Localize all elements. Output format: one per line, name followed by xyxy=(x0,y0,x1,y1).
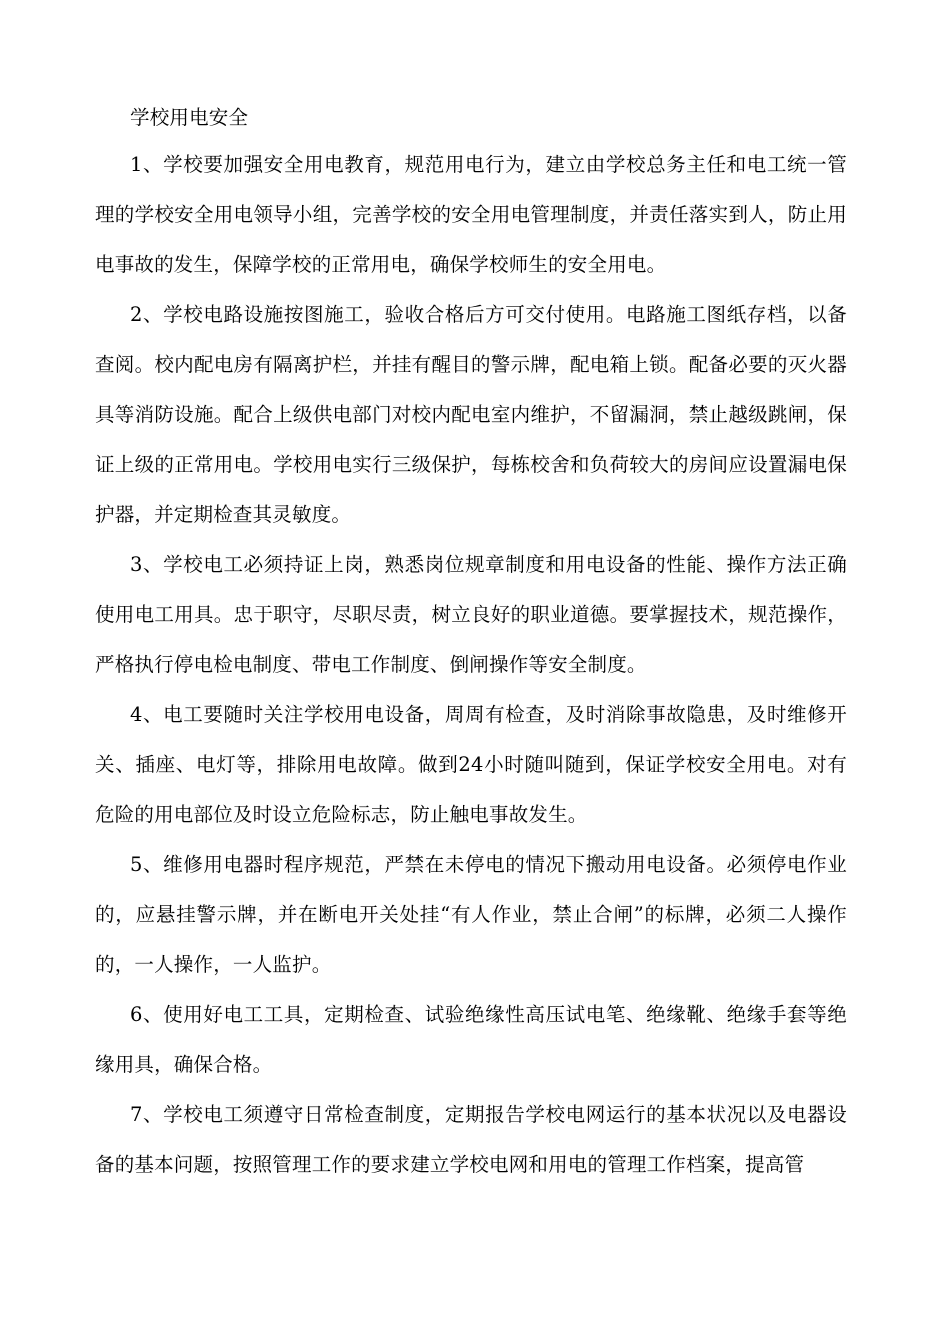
paragraph-7: 7、学校电工须遵守日常检查制度，定期报告学校电网运行的基本状况以及电器设备的基本问题，按照管理工作的要求建立学校电网和用电的管理工作档案，提高管 xyxy=(95,1103,847,1176)
paragraph-6: 6、使用好电工工具，定期检查、试验绝缘性高压试电笔、绝缘靴、绝缘手套等绝缘用具，确保合格。 xyxy=(95,1003,847,1076)
paragraph-5: 5、维修用电器时程序规范，严禁在未停电的情况下搬动用电设备。必须停电作业的，应悬挂警示牌，并在断电开关处挂“有人作业，禁止合闸”的标牌，必须二人操作的，一人操作，一人监护。 xyxy=(95,853,847,976)
document-title: 学校用电安全 xyxy=(130,106,249,129)
document-body xyxy=(95,96,847,1190)
paragraph-1: 1、学校要加强安全用电教育，规范用电行为，建立由学校总务主任和电工统一管理的学校安全用电领导小组，完善学校的安全用电管理制度，并责任落实到人，防止用电事故的发生，保障学校的正常用电，确保学校师生的安全用电。 xyxy=(95,153,847,276)
paragraph-2: 2、学校电路设施按图施工，验收合格后方可交付使用。电路施工图纸存档，以备查阅。校内配电房有隔离护栏，并挂有醒目的警示牌，配电箱上锁。配备必要的灭火器具等消防设施。配合上级供电部门对校内配电室内维护，不留漏洞，禁止越级跳闸，保证上级的正常用电。学校用电实行三级保护，每栋校舍和负荷较大的房间应设置漏电保护器，并定期检查其灵敏度。 xyxy=(95,303,847,526)
paragraph-4: 4、电工要随时关注学校用电设备，周周有检查，及时消除事故隐患，及时维修开关、插座、电灯等，排除用电故障。做到24小时随叫随到，保证学校安全用电。对有危险的用电部位及时设立危险标志，防止触电事故发生。 xyxy=(95,703,847,826)
paragraph-3: 3、学校电工必须持证上岗，熟悉岗位规章制度和用电设备的性能、操作方法正确使用电工用具。忠于职守，尽职尽责，树立良好的职业道德。要掌握技术，规范操作，严格执行停电检电制度、带电工作制度、倒闸操作等安全制度。 xyxy=(95,553,847,676)
